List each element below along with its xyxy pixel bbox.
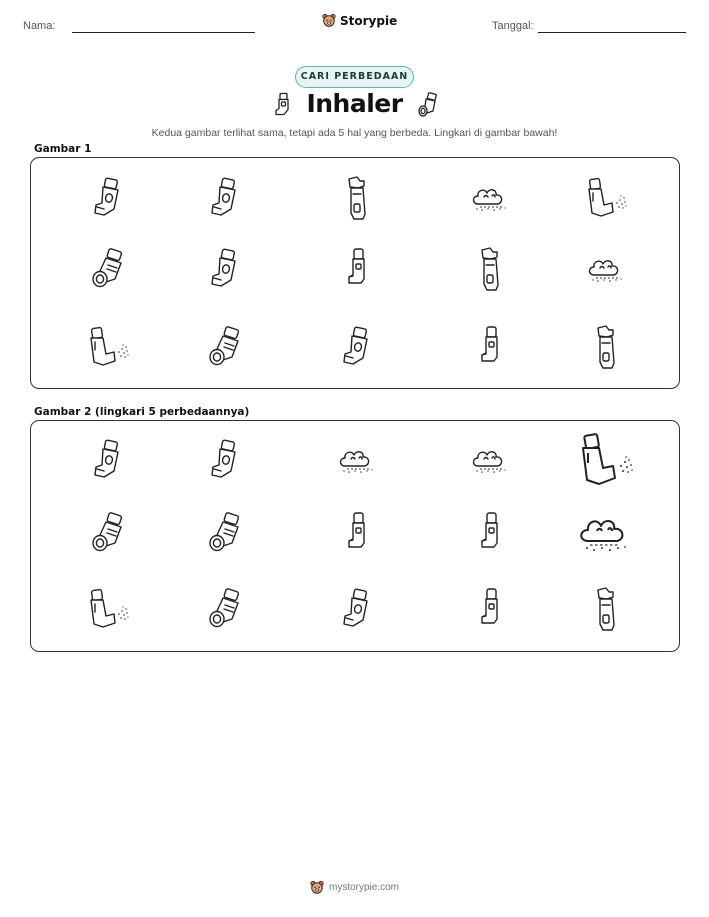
inhaler-upright-icon <box>91 176 125 220</box>
date-label: Tanggal: <box>492 20 534 32</box>
inhaler-round-mouth-icon[interactable] <box>205 511 245 555</box>
inhaler-round-mouth-icon[interactable] <box>205 587 245 631</box>
inhaler-upright-icon <box>340 325 374 369</box>
name-line[interactable] <box>72 32 255 33</box>
inhaler-spray-icon[interactable] <box>86 588 130 630</box>
bear-logo-icon <box>310 880 324 895</box>
inhaler-slim-icon <box>477 325 503 369</box>
name-label: Nama: <box>23 20 56 32</box>
inhaler-upright-icon[interactable] <box>91 438 125 482</box>
inhaler-round-mouth-icon <box>88 247 128 291</box>
inhaler-spray-large-icon[interactable] <box>577 433 635 487</box>
inhaler-spacer-cap-icon <box>591 323 621 371</box>
inhaler-upright-icon <box>208 247 242 291</box>
date-line[interactable] <box>538 32 686 33</box>
brand-logo <box>322 13 397 28</box>
inhaler-title-icon-right <box>416 92 440 118</box>
brand-name: Storypie <box>340 13 398 28</box>
picture1-panel <box>30 157 680 389</box>
inhaler-spacer-cap-icon <box>342 174 372 222</box>
inhaler-round-mouth-icon <box>205 325 245 369</box>
footer <box>0 880 709 895</box>
mist-cloud-large-icon[interactable] <box>578 509 634 557</box>
activity-tag: CARI PERBEDAAN <box>295 66 414 88</box>
picture2-panel[interactable] <box>30 420 680 652</box>
mist-cloud-icon[interactable] <box>337 442 377 478</box>
inhaler-spray-icon <box>86 326 130 368</box>
mist-cloud-icon <box>586 251 626 287</box>
inhaler-spacer-cap-icon <box>475 245 505 293</box>
picture2-label: Gambar 2 (lingkari 5 perbedaannya) <box>34 406 250 418</box>
inhaler-slim-icon[interactable] <box>477 511 503 555</box>
inhaler-spacer-cap-icon[interactable] <box>591 585 621 633</box>
inhaler-upright-icon <box>208 176 242 220</box>
inhaler-spray-icon <box>584 177 628 219</box>
instructions: Kedua gambar terlihat sama, tetapi ada 5 hal yang berbeda. Lingkari di gambar bawah! <box>151 127 558 139</box>
inhaler-slim-icon <box>344 247 370 291</box>
inhaler-slim-icon[interactable] <box>477 587 503 631</box>
inhaler-slim-icon[interactable] <box>344 511 370 555</box>
footer-site[interactable]: mystorypie.com <box>328 882 399 893</box>
page-title: Inhaler <box>306 89 403 118</box>
bear-logo-icon <box>322 13 336 28</box>
mist-cloud-icon <box>470 180 510 216</box>
inhaler-upright-icon[interactable] <box>340 587 374 631</box>
inhaler-upright-icon[interactable] <box>208 438 242 482</box>
mist-cloud-icon[interactable] <box>470 442 510 478</box>
picture1-label: Gambar 1 <box>34 143 92 155</box>
inhaler-round-mouth-icon[interactable] <box>88 511 128 555</box>
